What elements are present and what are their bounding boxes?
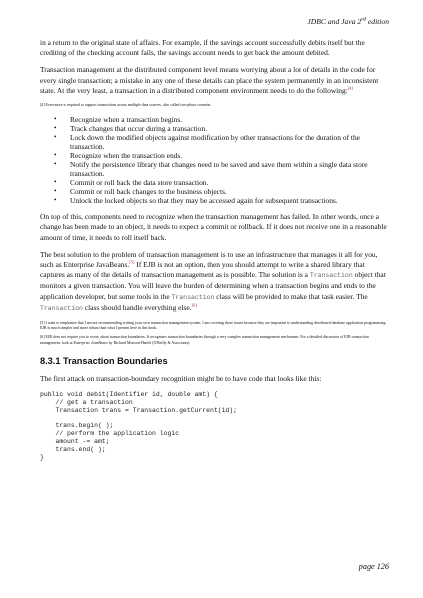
paragraph-2-text: Transaction management at the distributed component level means worrying about a lot of details in the code for every single transaction; a mistake in any one of these details can place the system permanently in an inconsistent state. At the very least, a transaction in a distributed component environment needs to do the following:: [40, 65, 379, 95]
running-head-title: JDBC and Java 2: [307, 17, 362, 26]
paragraph-2: [40, 65, 390, 96]
page-number: page 126: [358, 562, 389, 571]
footnote-ref-5[interactable]: [5]: [129, 259, 135, 265]
footnote-4-marker[interactable]: [4]: [40, 103, 45, 108]
list-item-text: Commit or roll back changes to the business objects.: [70, 187, 227, 197]
paragraph-4-text-d: class will be provided to make that task easier. The: [214, 291, 368, 301]
list-item: [40, 151, 390, 160]
footnote-6-end: by Richard Monson-Haefel (O'Reilly & Associates).: [107, 340, 191, 345]
body-text: [40, 38, 390, 462]
bullet-icon: •: [54, 178, 57, 187]
code-block: public void debit(Identifier id, double amt) { // get a transaction Transaction trans = Transaction.getCurrent(id); trans.begin( ); // perform the application logic amount -= amt; trans.end( ); }: [40, 391, 238, 461]
paragraph-4-text-b: If EJB is not an option, then you should attempt to write a shared library that captures as many of the details of transaction management as is possible. The solution is a: [40, 260, 365, 280]
paragraph-1: in a return to the original state of affairs. For example, if the savings account successfully debits itself but the crediting of the checking account fails, the savings account needs to get back the amount debited.: [40, 38, 365, 58]
list-item: [40, 160, 390, 178]
footnote-5-text: I want to emphasize that I am not recommending writing your own transaction management system. I am covering these issues because they are important to understanding distributed database application programming. EJB is much simpler and more robust than what I present here in this book.: [40, 321, 387, 331]
running-head-superscript: nd: [361, 17, 366, 23]
bullet-icon: •: [54, 160, 57, 169]
footnote-4-end: .: [210, 103, 212, 108]
footnote-5-marker[interactable]: [5]: [40, 321, 45, 326]
list-item: [40, 133, 390, 151]
footnote-6-text: EJB does not require you to worry about transaction boundaries. It recognizes transaction boundaries through a very complex transaction management mechanism. For a detailed discussion of EJB transaction management, look at: [40, 335, 369, 345]
inline-code-transaction: Transaction: [309, 272, 353, 280]
requirements-list: [40, 115, 390, 205]
footnote-ref-6[interactable]: [6]: [191, 302, 197, 308]
section-heading: 8.3.1 Transaction Boundaries: [40, 355, 168, 366]
list-item: [40, 196, 390, 205]
bullet-icon: •: [54, 151, 57, 160]
paragraph-3: On top of this, components need to recognize when the transaction management has failed. In other words, once a change has been made to an object, it needs to expect a commit or rollback. If it does not receive one in a reasonable amount of time, it needs to roll itself back.: [40, 212, 387, 242]
paragraph-4-text-c: object that monitors a given transaction. You will leave the burden of determining when a transaction begins and ends to the application developer, but some tools in the: [40, 270, 386, 301]
list-item-text: Unlock the locked objects so that they may be accessed again for subsequent transactions.: [70, 196, 338, 206]
footnote-4-text: Even more is required to support transactions across multiple data sources, also called: [44, 103, 181, 108]
footnote-5: [40, 321, 390, 331]
bullet-icon: •: [54, 196, 57, 205]
bullet-icon: •: [54, 115, 57, 124]
bullet-icon: •: [54, 133, 57, 142]
list-item-text: Recognize when the transaction ends.: [70, 151, 183, 161]
footnote-4-emphasis: two-phase commits: [180, 103, 211, 108]
list-item-text: Lock down the modified objects against modification by other transactions for the duration of the transaction.: [70, 133, 360, 152]
inline-code-transaction: Transaction: [40, 304, 83, 312]
list-item: [40, 115, 390, 124]
bullet-icon: •: [54, 187, 57, 196]
list-item-text: Notify the persistence library that changes need to be saved and save them within a single data store transaction.: [70, 160, 368, 179]
list-item: [40, 124, 390, 133]
footnote-6-emphasis: Enterprise JavaBeans: [73, 340, 108, 345]
running-head-edition: edition: [366, 17, 389, 26]
running-head: [307, 17, 389, 26]
footnote-6-marker[interactable]: [6]: [40, 335, 45, 340]
inline-code-transaction: Transaction: [171, 293, 215, 301]
bullet-icon: •: [54, 124, 57, 133]
footnote-ref-4[interactable]: [4]: [347, 85, 354, 91]
list-item: [40, 187, 390, 196]
list-item-text: Commit or roll back the data store transaction.: [70, 178, 209, 188]
paragraph-4-text-a: The best solution to the problem of transaction management is to use an infrastructure that manages it all for you, such as Enterprise JavaBeans.: [40, 249, 378, 270]
paragraph-4: [40, 250, 390, 314]
list-item-text: Track changes that occur during a transaction.: [70, 124, 208, 134]
footnote-6: [40, 335, 390, 345]
paragraph-4-text-e: class should handle everything else.: [82, 302, 192, 312]
list-item-text: Recognize when a transaction begins.: [70, 115, 183, 125]
list-item: [40, 178, 390, 187]
paragraph-5: The first attack on transaction-boundary recognition might be to have code that looks like this:: [40, 373, 322, 383]
